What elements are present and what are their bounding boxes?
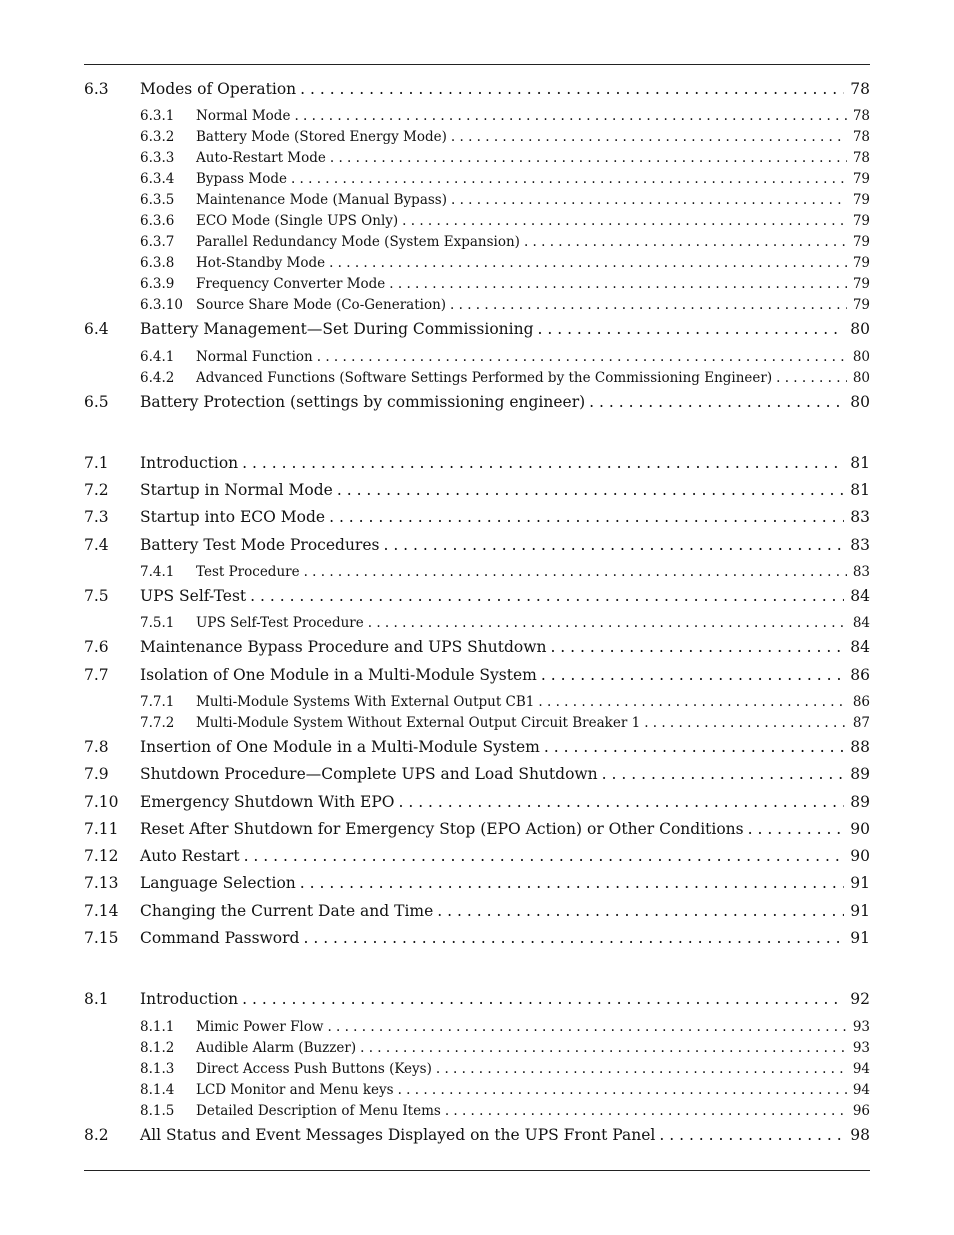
toc-entry-page: 93 (852, 1039, 870, 1056)
toc-entry[interactable] (84, 211, 870, 232)
toc-entry[interactable] (84, 665, 870, 692)
toc-entry[interactable] (84, 1017, 870, 1038)
toc-entry-page: 91 (850, 901, 870, 920)
toc-entry-number: 8.1 (84, 990, 109, 1009)
dot-leader (387, 274, 847, 294)
toc-entry[interactable] (84, 792, 870, 819)
toc-entry-page: 78 (852, 129, 870, 146)
toc-entry-page: 94 (852, 1081, 870, 1098)
toc-entry[interactable] (84, 1038, 870, 1059)
toc-entry-page: 93 (852, 1018, 870, 1035)
toc-entry-number: 6.3.1 (140, 108, 175, 125)
toc-entry[interactable] (84, 1125, 870, 1152)
toc-entry-title: Battery Mode (Stored Energy Mode) (196, 129, 447, 146)
toc-entry-number: 6.3.6 (140, 213, 175, 230)
toc-entry[interactable] (84, 989, 870, 1016)
toc-entry[interactable] (84, 764, 870, 791)
toc-entry-page: 78 (852, 150, 870, 167)
section-gap (84, 419, 870, 453)
toc-entry[interactable] (84, 453, 870, 480)
toc-entry-number: 8.2 (84, 1125, 109, 1144)
dot-leader (366, 613, 847, 633)
toc-entry[interactable] (84, 507, 870, 534)
dot-leader (400, 211, 847, 231)
toc-entry-page: 79 (852, 171, 870, 188)
dot-leader (587, 392, 844, 412)
dot-leader (746, 819, 845, 839)
toc-entry-page: 89 (850, 765, 870, 784)
toc-entry-number: 7.10 (84, 792, 119, 811)
toc-entry[interactable] (84, 253, 870, 274)
toc-entry[interactable] (84, 127, 870, 148)
toc-entry-page: 88 (850, 737, 870, 756)
toc-entry-number: 6.3.8 (140, 255, 175, 272)
toc-entry[interactable] (84, 148, 870, 169)
toc-entry-title: Detailed Description of Menu Items (196, 1102, 441, 1119)
toc-entry-number: 6.3.9 (140, 276, 175, 293)
toc-entry-page: 79 (852, 234, 870, 251)
toc-entry-page: 80 (850, 320, 870, 339)
dot-leader (301, 928, 844, 948)
toc-entry-page: 79 (852, 192, 870, 209)
toc-entry-page: 83 (850, 508, 870, 527)
toc-entry[interactable] (84, 846, 870, 873)
toc-entry-title: Startup in Normal Mode (140, 481, 333, 500)
toc-entry-title: Isolation of One Module in a Multi-Module System (140, 665, 537, 684)
dot-leader (298, 79, 844, 99)
toc-entry-page: 80 (852, 369, 870, 386)
toc-entry[interactable] (84, 873, 870, 900)
toc-entry-title: Auto Restart (140, 847, 240, 866)
toc-entry[interactable] (84, 562, 870, 586)
toc-entry-title: Emergency Shutdown With EPO (140, 792, 395, 811)
toc-entry-title: Hot-Standby Mode (196, 255, 326, 272)
toc-entry-title: Normal Mode (196, 108, 291, 125)
toc-entry-number: 6.3.5 (140, 192, 175, 209)
dot-leader (443, 1101, 847, 1121)
dot-leader (522, 232, 847, 252)
toc-entry[interactable] (84, 392, 870, 419)
toc-entry-title: Introduction (140, 453, 239, 472)
toc-entry-number: 7.11 (84, 819, 119, 838)
table-of-contents (84, 79, 870, 1152)
toc-entry-title: All Status and Event Messages Displayed on the UPS Front Panel (140, 1125, 656, 1144)
toc-entry-title: Source Share Mode (Co-Generation) (196, 297, 447, 314)
dot-leader (335, 480, 844, 500)
toc-entry-page: 87 (852, 714, 870, 731)
toc-entry-title: Normal Function (196, 348, 313, 365)
dot-leader (325, 1017, 846, 1037)
toc-entry[interactable] (84, 480, 870, 507)
toc-entry-number: 6.5 (84, 392, 109, 411)
toc-entry-number: 7.15 (84, 929, 119, 948)
toc-entry-page: 96 (852, 1102, 870, 1119)
toc-entry[interactable] (84, 169, 870, 190)
dot-leader (381, 535, 844, 555)
toc-entry-title: Advanced Functions (Software Settings Performed by the Commissioning Engineer) (196, 369, 773, 386)
toc-entry-number: 8.1.5 (140, 1102, 175, 1119)
toc-entry-page: 79 (852, 255, 870, 272)
toc-entry-number: 8.1.4 (140, 1081, 175, 1098)
toc-entry[interactable] (84, 692, 870, 713)
toc-entry-page: 86 (852, 693, 870, 710)
toc-entry[interactable] (84, 737, 870, 764)
toc-entry-number: 7.9 (84, 765, 109, 784)
toc-entry[interactable] (84, 79, 870, 106)
dot-leader (315, 347, 847, 367)
toc-entry-title: Insertion of One Module in a Multi-Module System (140, 737, 540, 756)
toc-entry-number: 7.5 (84, 587, 109, 606)
dot-leader (448, 295, 847, 315)
toc-entry-number: 6.3.3 (140, 150, 175, 167)
toc-entry-title: Mimic Power Flow (196, 1018, 324, 1035)
toc-entry-number: 6.3 (84, 80, 109, 98)
toc-entry-page: 79 (852, 297, 870, 314)
toc-entry-title: Battery Test Mode Procedures (140, 535, 380, 554)
toc-entry-page: 98 (850, 1125, 870, 1144)
dot-leader (642, 713, 847, 733)
dot-leader (657, 1125, 844, 1145)
dot-leader (449, 190, 847, 210)
toc-entry-page: 81 (850, 453, 870, 472)
dot-leader (248, 586, 844, 606)
toc-entry[interactable] (84, 368, 870, 392)
dot-leader (449, 127, 847, 147)
toc-entry-number: 6.4.2 (140, 369, 175, 386)
toc-entry-number: 7.4 (84, 535, 109, 554)
toc-entry-title: Battery Management—Set During Commissioning (140, 320, 534, 339)
toc-entry-number: 6.4.1 (140, 348, 175, 365)
toc-entry-title: Startup into ECO Mode (140, 508, 326, 527)
dot-leader (536, 692, 846, 712)
toc-entry-number: 7.5.1 (140, 615, 175, 632)
toc-entry-title: UPS Self-Test Procedure (196, 615, 364, 632)
toc-entry-page: 78 (850, 80, 870, 98)
toc-entry-number: 6.3.10 (140, 297, 183, 314)
dot-leader (327, 507, 844, 527)
toc-entry-page: 80 (852, 348, 870, 365)
toc-entry-page: 81 (850, 481, 870, 500)
toc-entry-page: 90 (850, 847, 870, 866)
footer-rule (84, 1170, 870, 1171)
toc-entry[interactable] (84, 613, 870, 637)
toc-entry[interactable] (84, 295, 870, 319)
toc-entry-number: 7.12 (84, 847, 119, 866)
dot-leader (434, 1059, 847, 1079)
toc-entry-number: 7.7 (84, 665, 109, 684)
toc-entry-number: 7.14 (84, 901, 119, 920)
toc-entry-title: Introduction (140, 990, 239, 1009)
toc-entry-title: Reset After Shutdown for Emergency Stop (EPO Action) or Other Conditions (140, 819, 744, 838)
toc-entry-page: 89 (850, 792, 870, 811)
toc-entry-page: 79 (852, 276, 870, 293)
dot-leader (396, 1080, 847, 1100)
dot-leader (240, 989, 844, 1009)
toc-entry-page: 92 (850, 990, 870, 1009)
toc-entry-number: 8.1.3 (140, 1060, 175, 1077)
toc-entry-title: Audible Alarm (Buzzer) (196, 1039, 357, 1056)
toc-entry-title: Command Password (140, 929, 300, 948)
toc-entry-title: LCD Monitor and Menu keys (196, 1081, 394, 1098)
toc-entry-number: 7.6 (84, 638, 109, 657)
toc-entry-title: Maintenance Bypass Procedure and UPS Shutdown (140, 638, 547, 657)
toc-entry-title: Language Selection (140, 874, 296, 893)
dot-leader (548, 637, 844, 657)
toc-entry-page: 91 (850, 929, 870, 948)
section-gap (84, 955, 870, 989)
dot-leader (536, 319, 845, 339)
toc-entry-number: 6.4 (84, 320, 109, 339)
toc-entry-title: Shutdown Procedure—Complete UPS and Load Shutdown (140, 765, 598, 784)
toc-entry[interactable] (84, 1080, 870, 1101)
toc-entry-title: Multi-Module System Without External Output Circuit Breaker 1 (196, 714, 641, 731)
toc-entry-page: 86 (850, 665, 870, 684)
toc-entry-number: 7.3 (84, 508, 109, 527)
dot-leader (774, 368, 847, 388)
toc-entry-number: 7.7.2 (140, 714, 175, 731)
toc-entry-title: Direct Access Push Buttons (Keys) (196, 1060, 432, 1077)
toc-entry[interactable] (84, 713, 870, 737)
toc-entry-page: 79 (852, 213, 870, 230)
toc-entry-page: 84 (852, 615, 870, 632)
dot-leader (358, 1038, 847, 1058)
toc-entry-number: 6.3.7 (140, 234, 175, 251)
dot-leader (435, 901, 844, 921)
toc-entry-title: ECO Mode (Single UPS Only) (196, 213, 399, 230)
toc-entry-page: 80 (850, 392, 870, 411)
toc-entry-title: Frequency Converter Mode (196, 276, 386, 293)
dot-leader (397, 792, 845, 812)
dot-leader (328, 148, 847, 168)
dot-leader (289, 169, 847, 189)
toc-entry-number: 7.8 (84, 737, 109, 756)
toc-entry[interactable] (84, 319, 870, 346)
dot-leader (600, 764, 845, 784)
toc-entry-number: 6.3.4 (140, 171, 175, 188)
toc-entry[interactable] (84, 1059, 870, 1080)
dot-leader (292, 106, 846, 126)
header-rule (84, 64, 870, 65)
toc-entry[interactable] (84, 106, 870, 127)
toc-entry-number: 6.3.2 (140, 129, 175, 146)
toc-entry[interactable] (84, 1101, 870, 1125)
toc-entry-title: Multi-Module Systems With External Output CB1 (196, 693, 535, 710)
toc-entry[interactable] (84, 190, 870, 211)
toc-entry[interactable] (84, 232, 870, 253)
toc-entry[interactable] (84, 535, 870, 562)
toc-entry-page: 84 (850, 638, 870, 657)
toc-entry-title: Bypass Mode (196, 171, 287, 188)
toc-entry-title: Test Procedure (196, 564, 300, 581)
toc-entry-page: 83 (852, 564, 870, 581)
toc-entry-number: 7.13 (84, 874, 119, 893)
dot-leader (240, 453, 844, 473)
toc-entry-page: 78 (852, 108, 870, 125)
toc-entry-page: 83 (850, 535, 870, 554)
toc-entry-number: 8.1.1 (140, 1018, 175, 1035)
toc-entry-number: 8.1.2 (140, 1039, 175, 1056)
toc-entry-number: 7.1 (84, 453, 109, 472)
toc-entry-page: 94 (852, 1060, 870, 1077)
dot-leader (539, 665, 844, 685)
toc-entry-title: Maintenance Mode (Manual Bypass) (196, 192, 447, 209)
toc-entry-title: Changing the Current Date and Time (140, 901, 434, 920)
toc-entry-title: Battery Protection (settings by commissioning engineer) (140, 392, 586, 411)
toc-entry-title: Auto-Restart Mode (196, 150, 326, 167)
toc-entry-number: 7.7.1 (140, 693, 175, 710)
toc-entry-page: 84 (850, 587, 870, 606)
toc-entry-title: UPS Self-Test (140, 587, 247, 606)
dot-leader (327, 253, 847, 273)
toc-entry-number: 7.2 (84, 481, 109, 500)
toc-entry-page: 90 (850, 819, 870, 838)
dot-leader (242, 846, 845, 866)
toc-entry-page: 91 (850, 874, 870, 893)
dot-leader (302, 562, 847, 582)
toc-entry[interactable] (84, 819, 870, 846)
toc-entry[interactable] (84, 637, 870, 664)
toc-entry[interactable] (84, 586, 870, 613)
toc-entry-title: Modes of Operation (140, 80, 297, 98)
dot-leader (542, 737, 844, 757)
toc-entry[interactable] (84, 274, 870, 295)
dot-leader (298, 873, 844, 893)
toc-entry[interactable] (84, 347, 870, 368)
toc-entry[interactable] (84, 928, 870, 955)
toc-entry[interactable] (84, 901, 870, 928)
toc-entry-number: 7.4.1 (140, 564, 175, 581)
toc-entry-title: Parallel Redundancy Mode (System Expansion) (196, 234, 520, 251)
